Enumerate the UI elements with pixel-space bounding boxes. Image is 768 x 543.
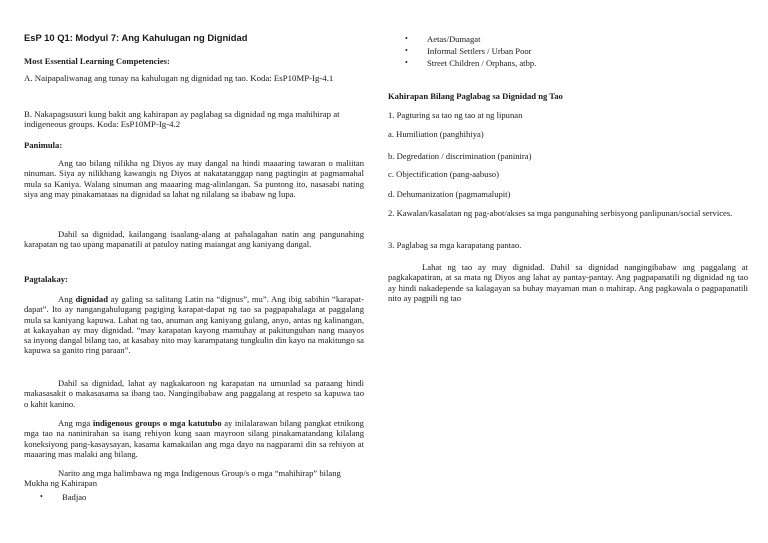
list-item-3: 3. Paglabag sa mga karapatang pantao. [388,240,522,250]
pagtalakay-paragraph-1: Ang dignidad ay galing sa salitang Latin na “dignus”, mu”. Ang ibig sabihin “karapat-dapat”. Ito ay nangangahulugang pagiging karapat-dapat ng tao sa pagpapahalaga at paggalang mula sa kaniyang kapuwa. Lahat ng tao, anuman ang kaniyang gulang, anyo, antas ng kalinangan, at kakayahan ay may dignidad. “may karapatan kayong mamuhay at pakitunguhan nang maayos sa inyong dangal bilang tao, at kasabay nito may karampatang tungkulin din kayo na makitungo sa kapuwa sa ganito ring paraan”. [24,294,364,356]
list-item-2: 2. Kawalan/kasalatan ng pag-abot/akses sa mga pangunahing serbisyong panlipunan/social services. [388,208,733,218]
list-item-a: a. Humiliation (panghihiya) [388,129,484,139]
bullet-icon: • [405,34,408,43]
panimula-heading: Panimula: [24,140,63,150]
pagtalakay-paragraph-2: Dahil sa dignidad, lahat ay nagkakaroon ng karapatan na umunlad sa paraang hindi makasasakit o makasasama sa ibang tao. Nangingibabaw ang paggalang at respeto sa kapuwa tao o kahit kanino. [24,378,364,409]
melc-heading: Most Essential Learning Competencies: [24,56,170,66]
panimula-paragraph-1: Ang tao bilang nilikha ng Diyos ay may dangal na hindi maaaring tawaran o maliitan ninuman. Siya ay nilikhang kawangis ng Diyos at nakatatanggap nang pagtingin at pagmamahal mula sa Kaniya. Walang sinuman ang maaaring mag-alinlangan. Sa puntong ito, nasasabi nating siya ang may pinakamataas na dignidad sa lahat ng nilalang sa ibabaw ng lupa. [24,158,364,199]
pagtalakay-paragraph-4: Narito ang mga halimbawa ng mga Indigenous Group/s o mga “mahihirap” bilang Mukha ng Kahirapan [24,468,341,489]
bullet-icon: • [40,492,43,501]
bullet-icon: • [405,46,408,55]
pagtalakay-paragraph-3: Ang mga indigenous groups o mga katutubo ay inilalarawan bilang pangkat etnikong mga tao na naninirahan sa isang rehiyon kung saan mayroon silang pinakamatandang kilalang koneksiyong pang-kasaysayan, kasama kamakailan ang mga dayo na nagparami din sa rehiyon at maaaring mas malaki ang bilang. [24,418,364,459]
closing-paragraph: Lahat ng tao ay may dignidad. Dahil sa dignidad nangingibabaw ang paggalang at pagkakapatiran, at sa mata ng Diyos ang lahat ay pantay-pantay. Ang pagpapanatili ng dignidad ng tao ay hindi nakadepende sa kalagayan sa buhay mayaman man o mahirap. Ang pagkawala o pagpapanatili nito ay pagpili ng tao [388,262,748,303]
list-item-b: b. Degredation / discrimination (paninira) [388,151,532,161]
bullet-icon: • [405,58,408,67]
list-item-d: d. Dehumanization (pagmamalupit) [388,189,511,199]
list-item-c: c. Objectification (pang-aabuso) [388,169,499,179]
melc-b: B. Nakapagsusuri kung bakit ang kahirapan ay paglabag sa dignidad ng mga mahihirap at indigeneous groups. Koda: EsP10MP-Ig-4.2 [24,109,340,130]
melc-a: A. Naipapaliwanag ang tunay na kahulugan ng dignidad ng tao. Koda: EsP10MP-Ig-4.1 [24,73,334,83]
kahirapan-heading: Kahirapan Bilang Paglabag sa Dignidad ng Tao [388,91,563,101]
list-item-1: 1. Pagturing sa tao ng tao at ng lipunan [388,110,523,120]
pagtalakay-heading: Pagtalakay: [24,274,68,284]
panimula-paragraph-2: Dahil sa dignidad, kailangang isaalang-alang at pahalagahan natin ang pangunahing karapatan ng tao upang mapanatili at patuloy nating maiangat ang kaniyang dangal. [24,229,364,250]
document-title: EsP 10 Q1: Modyul 7: Ang Kahulugan ng Dignidad [24,32,248,43]
